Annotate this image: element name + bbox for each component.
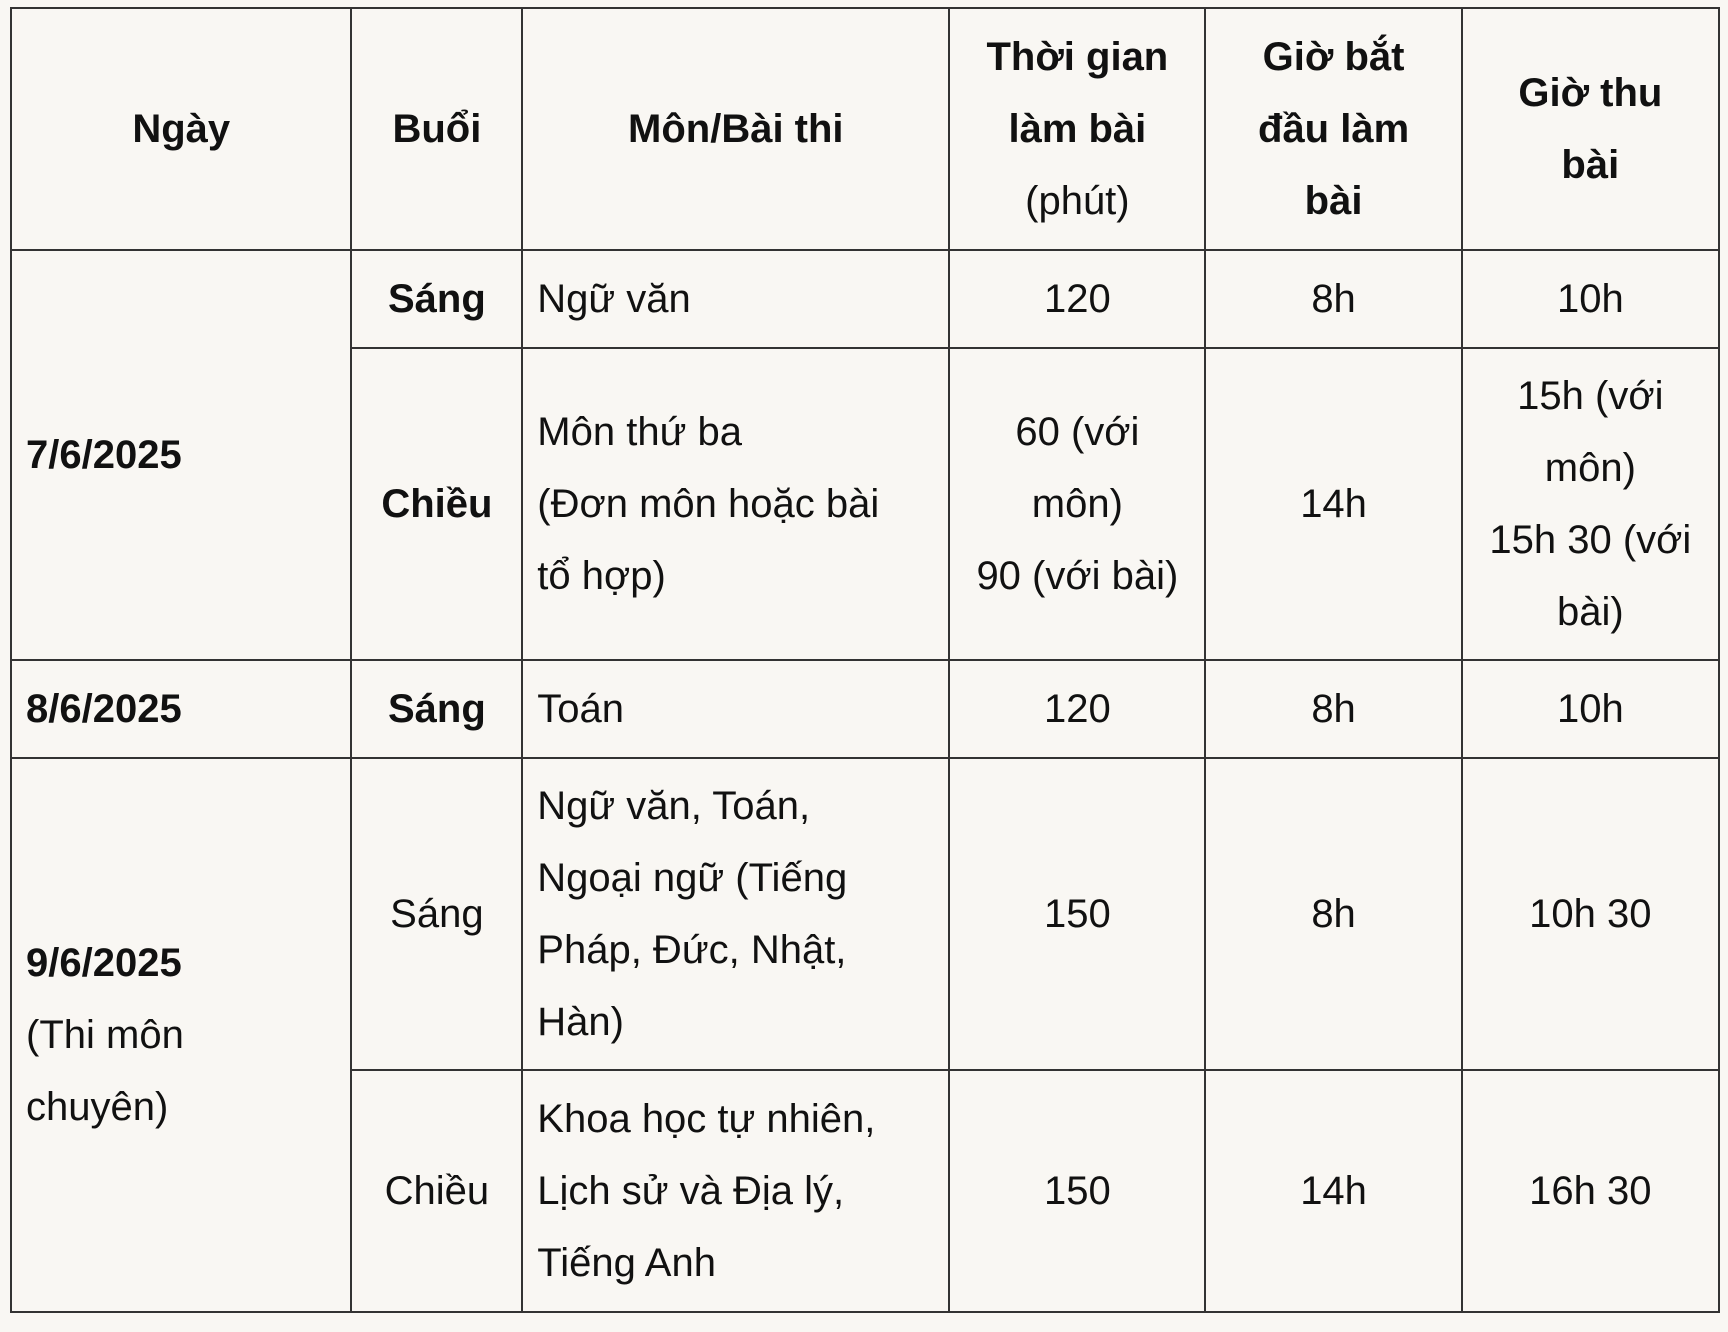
cell-bat-dau: 8h <box>1205 758 1461 1070</box>
cell-mon: Toán <box>522 660 949 758</box>
cell-buoi: Chiều <box>351 348 522 660</box>
cell-thoi-gian: 120 <box>949 660 1205 758</box>
cell-mon: Ngữ văn, Toán, Ngoại ngữ (Tiếng Pháp, Đức, Nhật, Hàn) <box>522 758 949 1070</box>
cell-buoi: Sáng <box>351 660 522 758</box>
table-row <box>11 758 1719 1070</box>
cell-buoi: Sáng <box>351 758 522 1070</box>
cell-thoi-gian: 120 <box>949 250 1205 348</box>
cell-bat-dau: 14h <box>1205 348 1461 660</box>
header-mon-bai-thi: Môn/Bài thi <box>522 8 949 250</box>
cell-buoi: Sáng <box>351 250 522 348</box>
cell-mon: Khoa học tự nhiên, Lịch sử và Địa lý, Tiếng Anh <box>522 1070 949 1312</box>
cell-bat-dau: 8h <box>1205 250 1461 348</box>
exam-schedule-table <box>10 7 1720 1313</box>
header-ngay: Ngày <box>11 8 351 250</box>
cell-thoi-gian: 150 <box>949 758 1205 1070</box>
cell-ngay: 7/6/2025 <box>11 250 351 660</box>
cell-ngay: 9/6/2025 (Thi môn chuyên) <box>11 758 351 1312</box>
header-gio-bat-dau: Giờ bắt đầu làm bài <box>1205 8 1461 250</box>
header-buoi: Buổi <box>351 8 522 250</box>
header-thoi-gian: Thời gian làm bài (phút) <box>949 8 1205 250</box>
cell-buoi: Chiều <box>351 1070 522 1312</box>
cell-thu-bai: 16h 30 <box>1462 1070 1719 1312</box>
table-row <box>11 250 1719 348</box>
cell-mon: Môn thứ ba (Đơn môn hoặc bài tổ hợp) <box>522 348 949 660</box>
table-header-row <box>11 8 1719 250</box>
cell-thu-bai: 10h 30 <box>1462 758 1719 1070</box>
table-row <box>11 660 1719 758</box>
cell-mon: Ngữ văn <box>522 250 949 348</box>
cell-thoi-gian: 60 (với môn) 90 (với bài) <box>949 348 1205 660</box>
cell-thu-bai: 10h <box>1462 660 1719 758</box>
cell-bat-dau: 8h <box>1205 660 1461 758</box>
cell-thu-bai: 10h <box>1462 250 1719 348</box>
cell-ngay: 8/6/2025 <box>11 660 351 758</box>
cell-thoi-gian: 150 <box>949 1070 1205 1312</box>
cell-thu-bai: 15h (với môn) 15h 30 (với bài) <box>1462 348 1719 660</box>
cell-bat-dau: 14h <box>1205 1070 1461 1312</box>
header-gio-thu-bai: Giờ thu bài <box>1462 8 1719 250</box>
